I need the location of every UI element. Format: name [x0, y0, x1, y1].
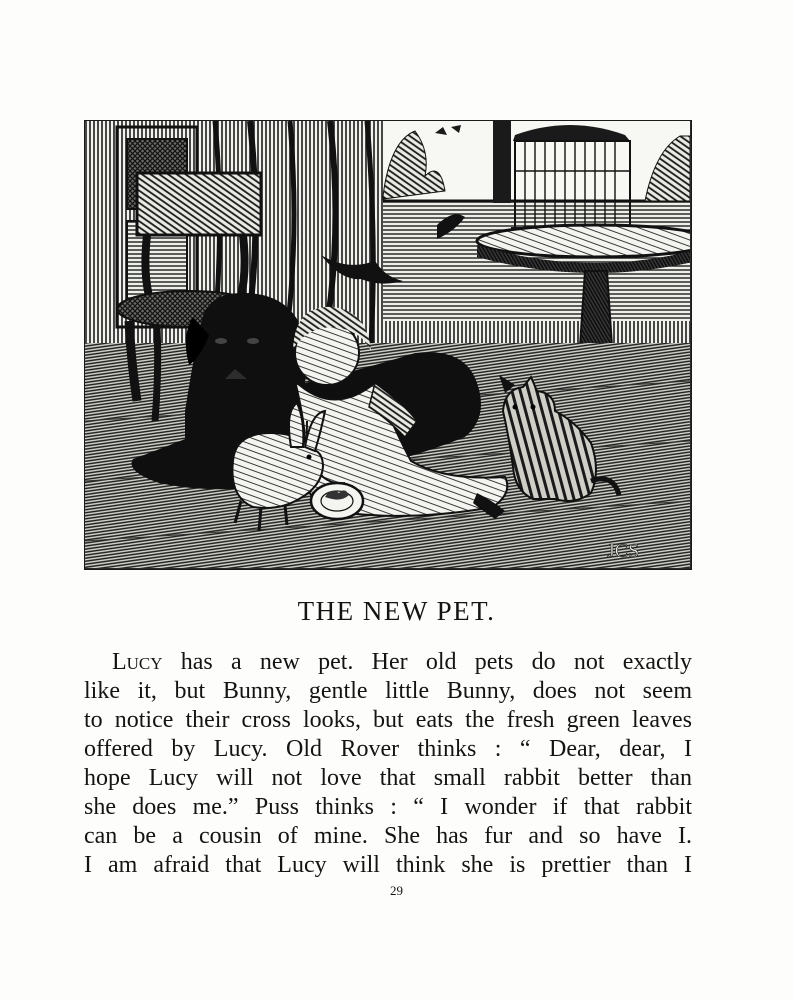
paragraph-line-text: has a new pet. Her old pets do not exactly [162, 649, 692, 675]
paragraph-line: can be a cousin of mine. She has fur and so have I. [84, 823, 692, 849]
story-paragraph [84, 648, 692, 880]
paragraph-line: I am afraid that Lucy will think she is prettier than I [84, 852, 692, 878]
paragraph-line: she does me.” Puss thinks : “ I wonder if that rabbit [84, 794, 692, 820]
paragraph-line: like it, but Bunny, gentle little Bunny, does not seem [84, 678, 692, 704]
paragraph-line: to notice their cross looks, but eats the fresh green leaves [84, 707, 692, 733]
paragraph-line [84, 648, 692, 677]
paragraph-line: offered by Lucy. Old Rover thinks : “ Dear, dear, I [84, 736, 692, 762]
engraved-illustration [84, 120, 692, 570]
page-number: 29 [390, 883, 403, 898]
paragraph-line: hope Lucy will not love that small rabbit better than [84, 765, 692, 791]
artist-signature: JCS [607, 540, 640, 562]
chapter-heading: THE NEW PET. [297, 596, 496, 626]
small-caps-lead-word: Lucy [112, 649, 163, 675]
illustration-drawing [85, 121, 690, 568]
